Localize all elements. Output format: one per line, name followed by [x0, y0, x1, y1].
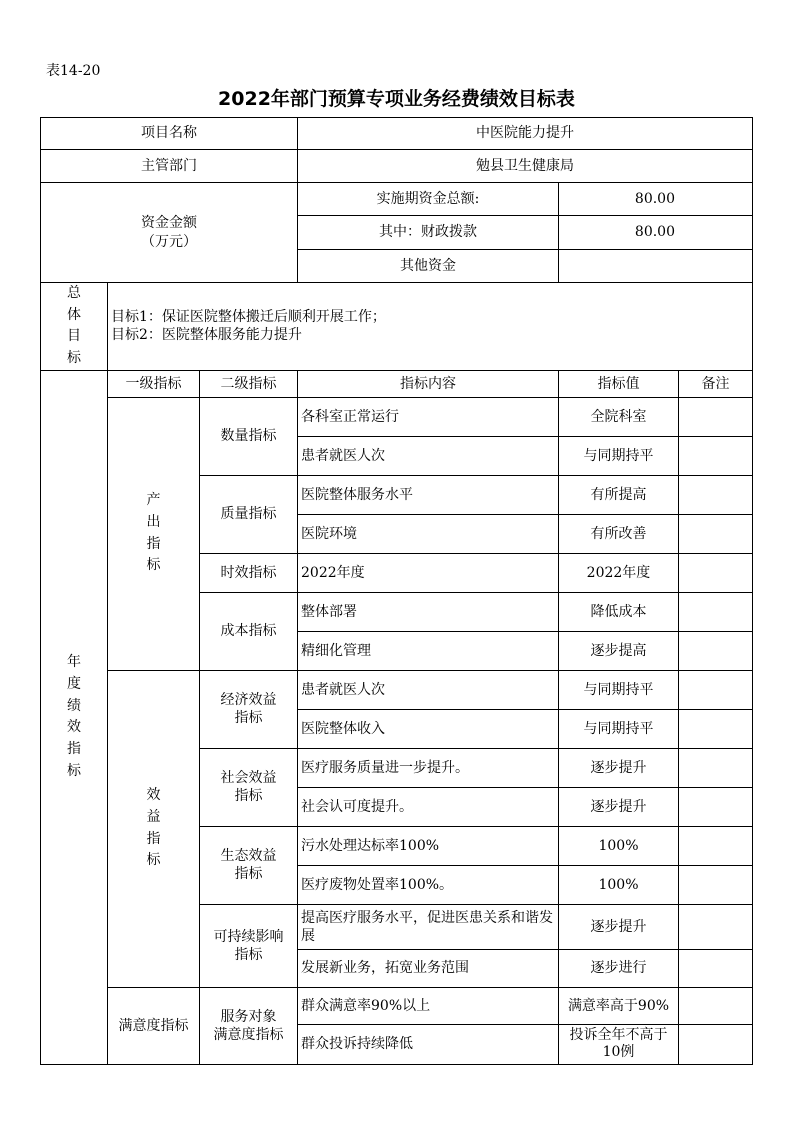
indicator-content: 患者就医人次 — [298, 670, 559, 709]
indicator-remark — [679, 826, 753, 865]
indicator-value: 与同期持平 — [559, 436, 679, 475]
quality-indicator-label: 质量指标 — [200, 475, 298, 553]
indicator-content: 各科室正常运行 — [298, 397, 559, 436]
indicator-value: 满意率高于90% — [559, 987, 679, 1024]
table-row — [41, 150, 753, 183]
sustainable-indicator-label: 可持续影响 指标 — [200, 904, 298, 987]
overall-goal-content — [108, 283, 753, 371]
indicator-value: 降低成本 — [559, 592, 679, 631]
header-remark: 备注 — [679, 370, 753, 397]
indicator-content: 医疗废物处置率100%。 — [298, 865, 559, 904]
cost-indicator-label: 成本指标 — [200, 592, 298, 670]
indicator-remark — [679, 436, 753, 475]
funds-fiscal-value: 80.00 — [559, 216, 753, 250]
indicator-value: 有所提高 — [559, 475, 679, 514]
table-id: 表14-20 — [46, 63, 101, 79]
ecological-indicator-label: 生态效益 指标 — [200, 826, 298, 904]
indicator-value: 逐步提升 — [559, 748, 679, 787]
social-indicator-label: 社会效益 指标 — [200, 748, 298, 826]
indicator-remark — [679, 475, 753, 514]
goal-2: 目标2：医院整体服务能力提升 — [111, 327, 302, 344]
funds-other-value — [559, 250, 753, 283]
indicator-remark — [679, 949, 753, 987]
funds-fiscal-label: 其中：财政拨款 — [298, 216, 559, 250]
indicator-content: 精细化管理 — [298, 631, 559, 670]
indicator-remark — [679, 987, 753, 1024]
header-level2: 二级指标 — [200, 370, 298, 397]
indicator-content: 整体部署 — [298, 592, 559, 631]
department-value: 勉县卫生健康局 — [298, 150, 753, 183]
header-value: 指标值 — [559, 370, 679, 397]
indicator-content: 医疗服务质量进一步提升。 — [298, 748, 559, 787]
indicator-content: 提高医疗服务水平，促进医患关系和谐发展 — [298, 904, 559, 949]
indicator-content: 医院整体收入 — [298, 709, 559, 748]
indicator-content: 患者就医人次 — [298, 436, 559, 475]
indicator-remark — [679, 787, 753, 826]
indicator-value: 100% — [559, 865, 679, 904]
indicator-value: 100% — [559, 826, 679, 865]
indicator-content: 群众满意率90%以上 — [298, 987, 559, 1024]
indicator-remark — [679, 865, 753, 904]
performance-table — [40, 117, 753, 1065]
indicator-value: 逐步进行 — [559, 949, 679, 987]
timeliness-indicator-label: 时效指标 — [200, 553, 298, 592]
benefit-indicator-label: 效益指标 — [108, 670, 200, 987]
page-title: 2022年部门预算专项业务经费绩效目标表 — [218, 88, 575, 110]
indicator-remark — [679, 670, 753, 709]
satisfaction-indicator-label: 满意度指标 — [108, 987, 200, 1064]
funds-total-value: 80.00 — [559, 183, 753, 216]
table-row — [41, 118, 753, 150]
indicator-value: 有所改善 — [559, 514, 679, 553]
indicator-remark — [679, 514, 753, 553]
indicator-remark — [679, 592, 753, 631]
output-indicator-label: 产出指标 — [108, 397, 200, 670]
indicator-value: 与同期持平 — [559, 709, 679, 748]
indicator-remark — [679, 904, 753, 949]
indicator-remark — [679, 397, 753, 436]
indicator-value: 投诉全年不高于10例 — [559, 1024, 679, 1064]
indicator-content: 发展新业务，拓宽业务范围 — [298, 949, 559, 987]
indicator-value: 逐步提高 — [559, 631, 679, 670]
indicator-value: 逐步提升 — [559, 904, 679, 949]
indicator-value: 与同期持平 — [559, 670, 679, 709]
funds-total-label: 实施期资金总额: — [298, 183, 559, 216]
quantity-indicator-label: 数量指标 — [200, 397, 298, 475]
project-value: 中医院能力提升 — [298, 118, 753, 150]
table-row — [41, 397, 753, 436]
table-row — [41, 370, 753, 397]
indicator-content: 污水处理达标率100% — [298, 826, 559, 865]
indicator-value: 2022年度 — [559, 553, 679, 592]
table-row — [41, 183, 753, 216]
indicator-content: 群众投诉持续降低 — [298, 1024, 559, 1064]
indicator-content: 医院整体服务水平 — [298, 475, 559, 514]
goal-1: 目标1：保证医院整体搬迁后顺利开展工作； — [111, 309, 386, 326]
funds-label-line1: 资金金额 — [141, 215, 197, 232]
table-row — [41, 283, 753, 371]
indicator-remark — [679, 748, 753, 787]
indicator-content: 2022年度 — [298, 553, 559, 592]
header-level1: 一级指标 — [108, 370, 200, 397]
indicator-remark — [679, 1024, 753, 1064]
funds-label — [41, 183, 298, 283]
indicator-content: 社会认可度提升。 — [298, 787, 559, 826]
overall-goal-label: 总体目标 — [41, 283, 108, 371]
funds-other-label: 其他资金 — [298, 250, 559, 283]
table-row — [41, 670, 753, 709]
indicator-remark — [679, 709, 753, 748]
indicator-content: 医院环境 — [298, 514, 559, 553]
table-row — [41, 987, 753, 1024]
header-content: 指标内容 — [298, 370, 559, 397]
project-label: 项目名称 — [41, 118, 298, 150]
indicator-value: 逐步提升 — [559, 787, 679, 826]
funds-label-line2: （万元） — [141, 233, 197, 250]
service-satisfaction-label: 服务对象 满意度指标 — [200, 987, 298, 1064]
indicator-remark — [679, 631, 753, 670]
annual-indicator-label: 年度绩效指标 — [41, 370, 108, 1064]
department-label: 主管部门 — [41, 150, 298, 183]
indicator-value: 全院科室 — [559, 397, 679, 436]
indicator-remark — [679, 553, 753, 592]
economic-indicator-label: 经济效益 指标 — [200, 670, 298, 748]
